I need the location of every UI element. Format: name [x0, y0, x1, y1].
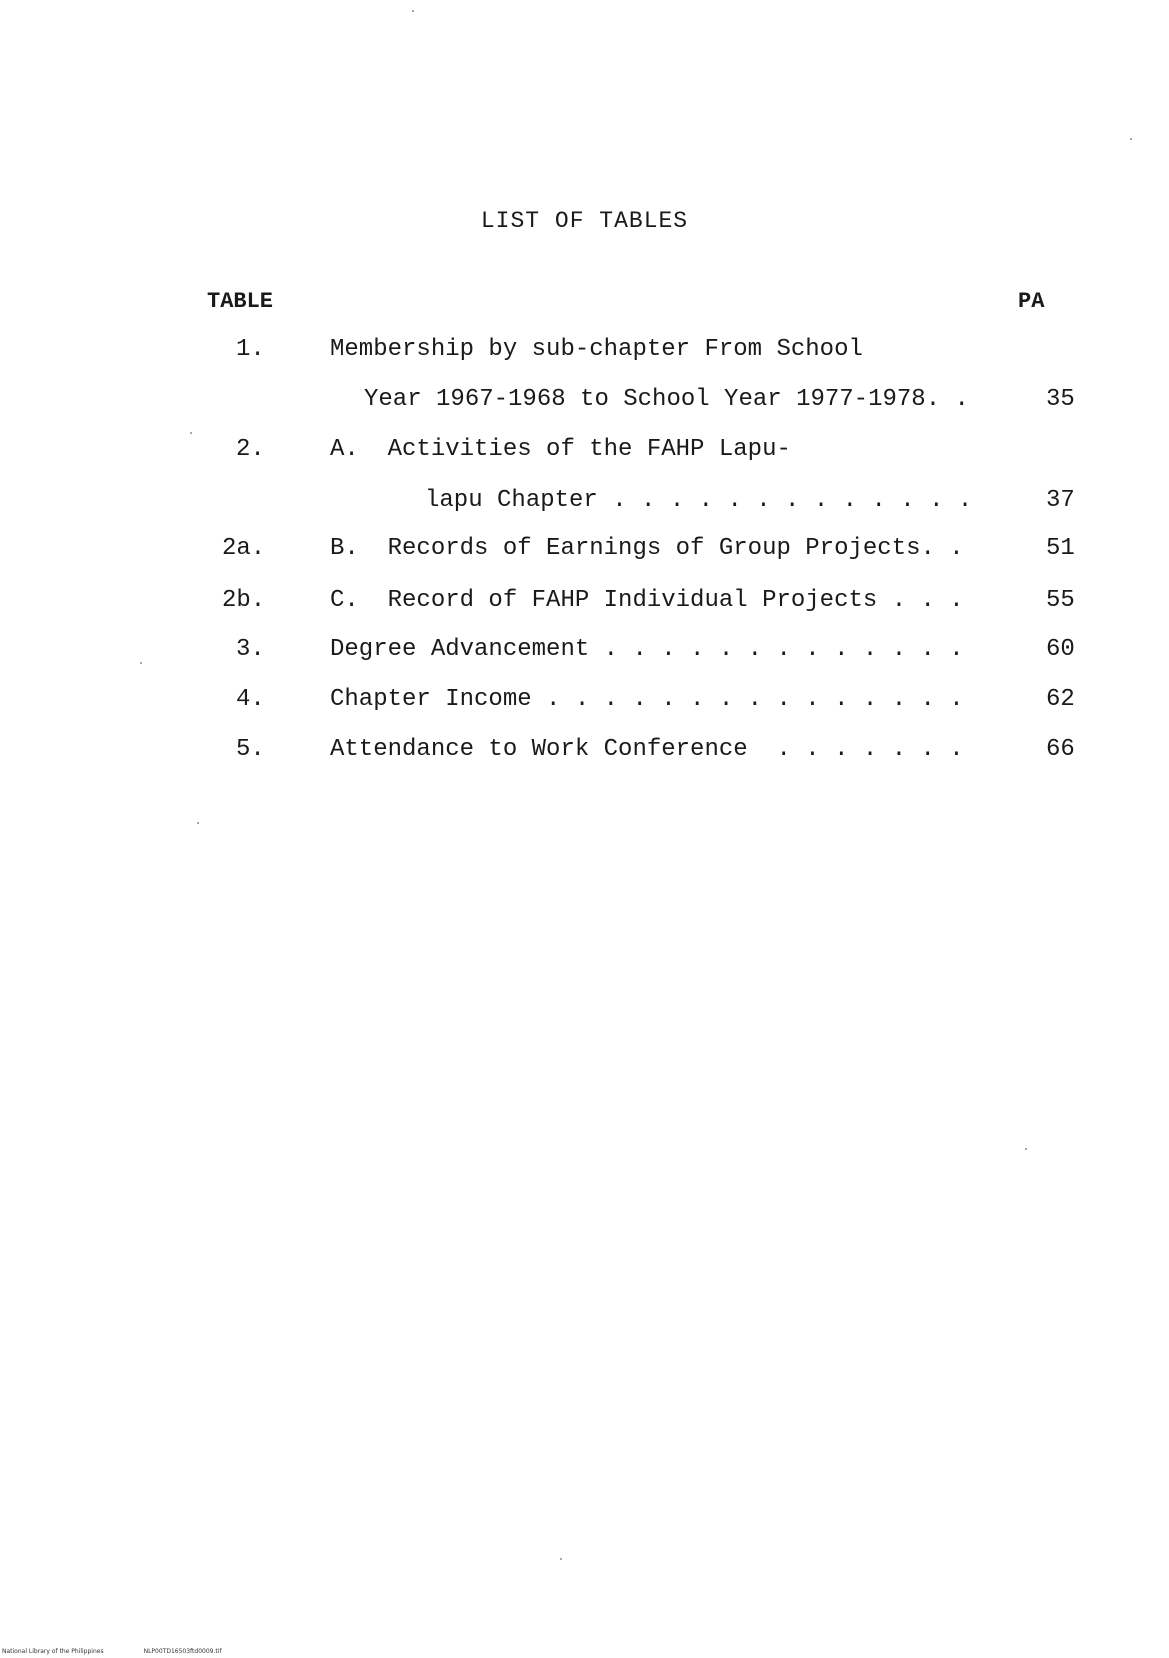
entry-number: 1.: [236, 336, 265, 363]
scan-speck: [1025, 1148, 1027, 1150]
table-column-header: TABLE: [207, 289, 274, 314]
scan-speck: [1130, 138, 1132, 140]
page-title: LIST OF TABLES: [480, 208, 689, 234]
entry-title-continued: lapu Chapter . . . . . . . . . . . . .: [425, 487, 973, 514]
scan-speck: [190, 432, 192, 434]
footer-library: National Library of the Philippines: [2, 1648, 104, 1655]
entry-title: B. Records of Earnings of Group Projects. .: [330, 535, 964, 562]
entry-page-number: 66: [1046, 736, 1075, 763]
entry-number: 2b.: [222, 587, 266, 614]
scan-speck: [560, 1558, 562, 1560]
entry-page-number: 60: [1046, 636, 1075, 663]
scan-footer: [2, 1648, 262, 1655]
entry-title: C. Record of FAHP Individual Projects . . .: [330, 587, 964, 614]
entry-title-continued: Year 1967-1968 to School Year 1977-1978. .: [364, 386, 969, 413]
entry-page-number: 35: [1046, 386, 1075, 413]
entry-title: Chapter Income . . . . . . . . . . . . . . .: [330, 686, 964, 713]
entry-title: Degree Advancement . . . . . . . . . . . . .: [330, 636, 964, 663]
footer-filename: NLP00TD16503ftd0009.tif: [143, 1648, 222, 1655]
entry-number: 4.: [236, 686, 265, 713]
scan-speck: [412, 10, 414, 12]
scan-speck: [140, 662, 142, 664]
entry-number: 2.: [236, 436, 265, 463]
entry-number: 5.: [236, 736, 265, 763]
page-column-header: PA: [1018, 289, 1045, 314]
scan-speck: [197, 822, 199, 824]
entry-title: A. Activities of the FAHP Lapu-: [330, 436, 791, 463]
entry-page-number: 37: [1046, 487, 1075, 514]
entry-page-number: 51: [1046, 535, 1075, 562]
entry-number: 2a.: [222, 535, 266, 562]
entry-page-number: 55: [1046, 587, 1075, 614]
entry-page-number: 62: [1046, 686, 1075, 713]
entry-title: Attendance to Work Conference . . . . . . .: [330, 736, 964, 763]
entry-title: Membership by sub-chapter From School: [330, 336, 863, 363]
entry-number: 3.: [236, 636, 265, 663]
